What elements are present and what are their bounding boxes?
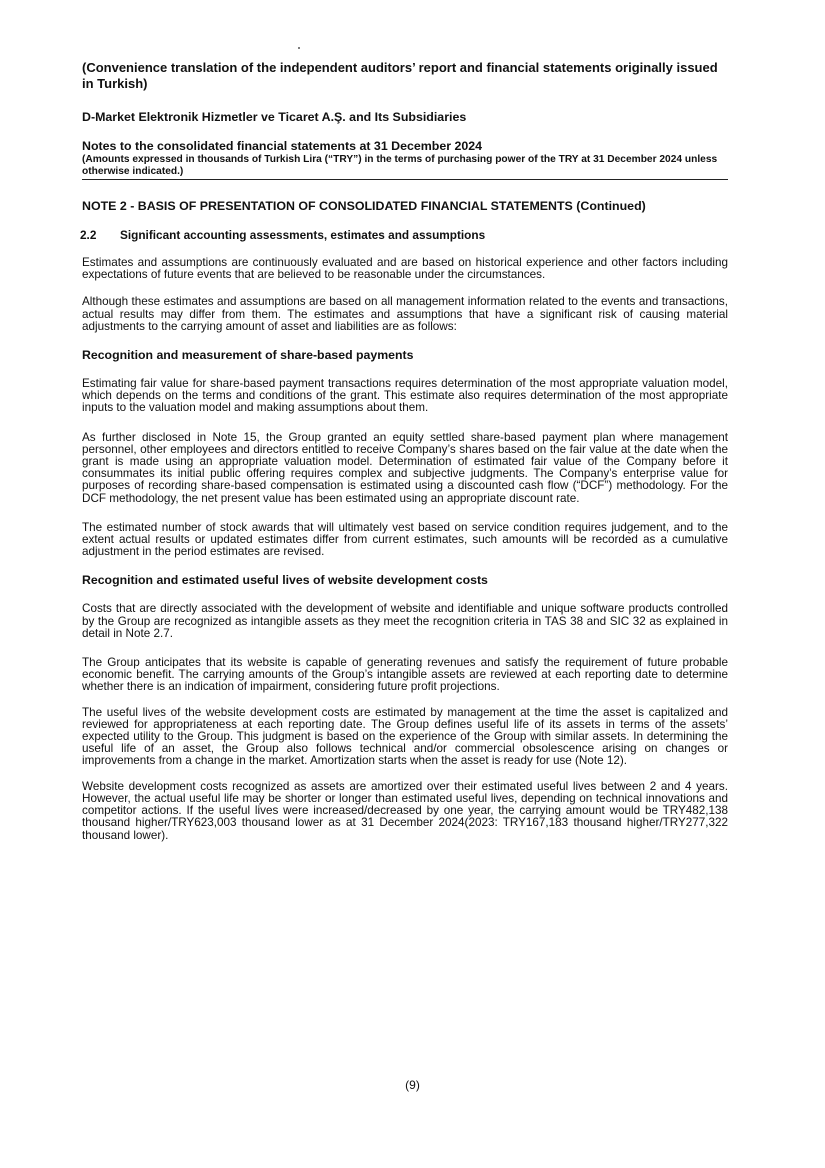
stray-dot	[298, 47, 300, 49]
website-heading: Recognition and estimated useful lives of website development costs	[82, 573, 488, 588]
company-name: D-Market Elektronik Hizmetler ve Ticaret A.Ş. and Its Subsidiaries	[82, 110, 467, 124]
website-paragraph: Costs that are directly associated with the development of website and identifiable and unique software products controlled by the Group are recognized as intangible assets as they meet the recognition criteria in TAS 38 and SIC 32 as explained in detail in Note 2.7.	[82, 602, 728, 640]
share-based-paragraph: Estimating fair value for share-based payment transactions requires determination of the most appropriate valuation model, which depends on the terms and conditions of the grant. This estimate also requires determination of the most appropriate inputs to the valuation model and making assumptions about them.	[82, 377, 728, 415]
page-number: (9)	[405, 1078, 420, 1092]
translation-note: (Convenience translation of the independent auditors’ report and financial statements originally issued in Turkish)	[82, 60, 718, 91]
website-paragraph: The useful lives of the website development costs are estimated by management at the time the asset is capitalized and reviewed for appropriateness at each reporting date. The Group defines useful life of its assets in terms of the assets’ expected utility to the Group. This judgment is based on the experience of the Group with similar assets. In determining the useful life of an asset, the Group also follows technical and/or commercial obsolescence arising on changes or improvements from a change in the market. Amortization starts when the asset is ready for use (Note 12).	[82, 705, 728, 768]
section-number: 2.2	[80, 228, 97, 242]
section-title: Significant accounting assessments, estimates and assumptions	[120, 228, 486, 242]
share-based-paragraph: As further disclosed in Note 15, the Group granted an equity settled share-based payment plan where management personnel, other employees and directors entitled to receive Company’s shares based on the fair value at the date when the grant is made using an appropriate valuation model. Determination of estimated fair value of the Company before it consummates its initial public offering requires complex and subjective judgments. The Company’s enterprise value for purposes of recording share-based compensation is estimated using a discounted cash flow (“DCF”) methodology. For the DCF methodology, the net present value has been estimated using an appropriate discount rate.	[82, 430, 728, 505]
note-title: NOTE 2 - BASIS OF PRESENTATION OF CONSOLIDATED FINANCIAL STATEMENTS (Continued)	[82, 199, 646, 213]
intro-paragraph: Estimates and assumptions are continuously evaluated and are based on historical experience and other factors including expectations of future events that are believed to be reasonable under the circumstances.	[82, 256, 728, 282]
document-page	[82, 60, 728, 842]
share-based-paragraph: The estimated number of stock awards that will ultimately vest based on service condition requires judgement, and to the extent actual results or updated estimates differ from current estimates, such amounts will be recorded as a cumulative adjustment in the period estimates are revised.	[82, 520, 728, 559]
website-paragraph: Website development costs recognized as assets are amortized over their estimated useful lives between 2 and 4 years. However, the actual useful life may be shorter or longer than estimated useful lives, depending on technical innovations and competitor actions. If the useful lives were increased/decreased by one year, the carrying amount would be TRY482,138 thousand higher/TRY623,003 thousand lower as at 31 December 2024(2023: TRY167,183 thousand higher/TRY277,322 thousand lower).	[82, 779, 728, 842]
section-heading	[80, 228, 728, 242]
share-based-heading: Recognition and measurement of share-based payments	[82, 348, 414, 363]
notes-title: Notes to the consolidated financial statements at 31 December 2024	[82, 139, 483, 153]
amounts-note: (Amounts expressed in thousands of Turkish Lira (“TRY”) in the terms of purchasing power of the TRY at 31 December 2024 unless otherwise indicated.)	[82, 154, 718, 177]
website-paragraph: The Group anticipates that its website is capable of generating revenues and satisfy the requirement of future probable economic benefit. The carrying amounts of the Group’s intangible assets are reviewed at each reporting date to determine whether there is an indication of impairment, considering future profit projections.	[82, 656, 728, 694]
intro-paragraph: Although these estimates and assumptions are based on all management information related to the events and transactions, actual results may differ from them. The estimates and assumptions that have a significant risk of causing material adjustments to the carrying amount of asset and liabilities are as follows:	[82, 295, 728, 333]
header-divider	[82, 179, 728, 180]
